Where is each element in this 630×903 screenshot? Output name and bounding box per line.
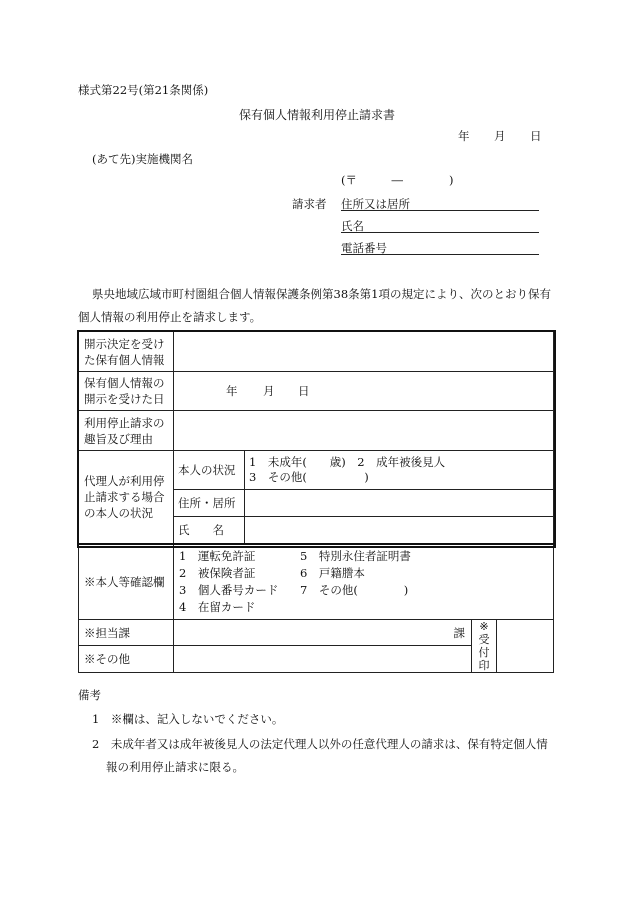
- principal-name-label: 氏 名: [174, 517, 245, 544]
- principal-status-options[interactable]: [245, 451, 554, 490]
- principal-status-label: 本人の状況: [174, 451, 245, 490]
- date-day-label: 日: [530, 129, 542, 143]
- note-2-line-1: 2 未成年者又は成年被後見人の法定代理人以外の任意代理人の請求は、保有特定個人情: [92, 737, 548, 751]
- disclosure-date-label: 保有個人情報の 開示を受けた日: [79, 372, 174, 411]
- disclosure-day-label: 日: [298, 384, 310, 398]
- date-year-label: 年: [458, 129, 470, 143]
- other-label: ※その他: [79, 646, 174, 673]
- postal-code-field[interactable]: (〒 ― ): [341, 173, 454, 187]
- dept-label: ※担当課: [79, 620, 174, 646]
- id-check-options[interactable]: [174, 544, 554, 620]
- table-row: [79, 372, 554, 411]
- table-row: [79, 620, 554, 646]
- status-option-line-2: 3 その他( ): [249, 470, 369, 484]
- reason-field[interactable]: [174, 411, 554, 451]
- form-number: 様式第22号(第21条関係): [78, 83, 209, 97]
- notes-heading: 備考: [78, 688, 101, 702]
- table-row: [79, 411, 554, 451]
- id-option: 2 被保険者証: [179, 565, 256, 580]
- requester-phone-line[interactable]: [341, 254, 539, 255]
- requester-name-line[interactable]: [341, 232, 539, 233]
- principal-address-field[interactable]: [245, 490, 554, 517]
- id-option: 5 特別永住者証明書: [300, 548, 411, 563]
- disclosure-year-label: 年: [226, 384, 238, 398]
- date-month-label: 月: [494, 129, 506, 143]
- intro-line-2: 個人情報の利用停止を請求します。: [78, 310, 262, 324]
- table-row: [79, 332, 554, 372]
- id-option: 6 戸籍謄本: [300, 565, 365, 580]
- request-form-table: [78, 331, 554, 673]
- id-check-label: ※本人等確認欄: [79, 544, 174, 620]
- id-option: 3 個人番号カード: [179, 582, 279, 597]
- requester-label: 請求者: [292, 197, 327, 211]
- intro-line-1: 県央地域広域市町村圏組合個人情報保護条例第38条第1項の規定により、次のとおり保有: [92, 287, 551, 301]
- receipt-stamp-field[interactable]: [497, 620, 554, 673]
- other-field[interactable]: [174, 646, 472, 673]
- table-row: [79, 451, 554, 490]
- disclosed-info-label: 開示決定を受け た保有個人情報: [79, 332, 174, 372]
- status-option-line-1: 1 未成年( 歳) 2 成年被後見人: [249, 455, 446, 469]
- principal-address-label: 住所・居所: [174, 490, 245, 517]
- dept-field[interactable]: [174, 620, 472, 646]
- requester-address-line[interactable]: [341, 210, 539, 211]
- addressee-label: (あて先)実施機関名: [92, 152, 193, 166]
- receipt-stamp-label: ※ 受 付 印: [472, 620, 497, 673]
- table-row: [79, 544, 554, 620]
- disclosed-info-field[interactable]: [174, 332, 554, 372]
- reason-label: 利用停止請求の 趣旨及び理由: [79, 411, 174, 451]
- requester-address-label: 住所又は居所: [341, 197, 410, 211]
- dept-suffix: 課: [453, 625, 465, 640]
- note-1: 1 ※欄は、記入しないでください。: [92, 712, 284, 726]
- principal-name-field[interactable]: [245, 517, 554, 544]
- agent-status-label: 代理人が利用停 止請求する場合 の本人の状況: [79, 451, 174, 544]
- requester-phone-label: 電話番号: [341, 241, 387, 255]
- requester-name-label: 氏名: [341, 219, 364, 233]
- id-option: 4 在留カード: [179, 599, 256, 614]
- note-2-line-2: 報の利用停止請求に限る。: [106, 760, 244, 774]
- id-option: 7 その他( ): [300, 582, 409, 597]
- disclosure-month-label: 月: [263, 384, 275, 398]
- disclosure-date-field[interactable]: [174, 372, 554, 411]
- id-option: 1 運転免許証: [179, 548, 256, 563]
- form-title: 保有個人情報利用停止請求書: [239, 108, 396, 122]
